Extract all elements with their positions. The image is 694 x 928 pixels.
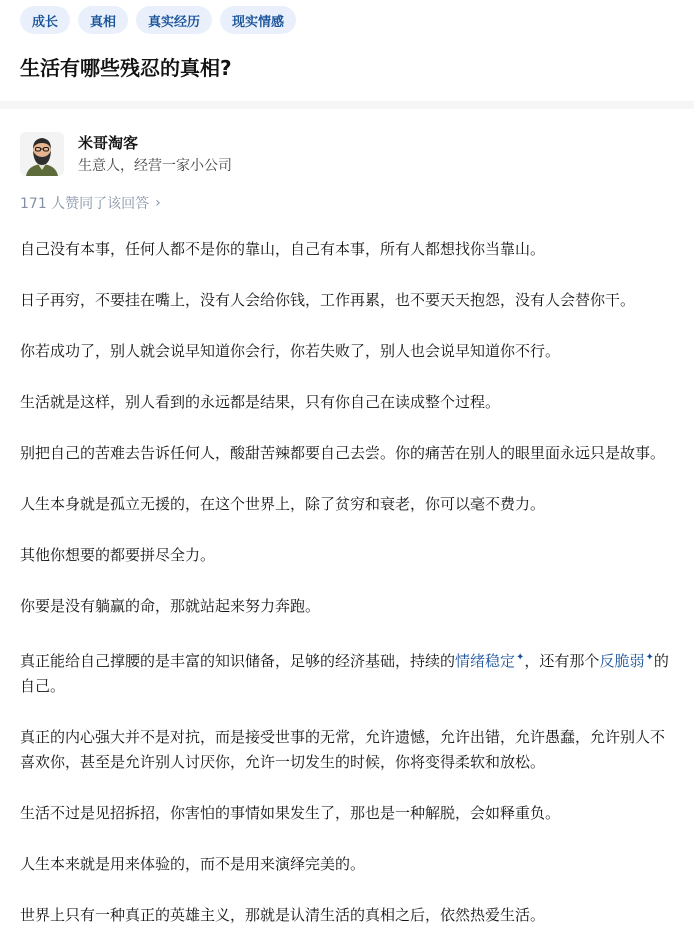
tag-real-experience[interactable]: 真实经历 [136,6,212,34]
answer-paragraph: 世界上只有一种真正的英雄主义，那就是认清生活的真相之后，依然热爱生活。 [20,906,546,924]
answer-paragraph: 人生本来就是用来体验的，而不是用来演绎完美的。 [20,855,366,873]
vote-count-label: 171 人赞同了该回答 [20,196,150,212]
answer-paragraph-with-links [20,645,674,699]
answer-paragraph: 生活就是这样，别人看到的永远都是结果，只有你自己在读成整个过程。 [20,393,501,411]
paragraph-text: ，还有那个 [524,652,600,670]
sparkle-icon: ✦ [645,652,654,663]
vote-summary[interactable] [20,193,161,213]
question-header [0,0,694,101]
question-title[interactable]: 生活有哪些残忍的真相? [20,56,232,80]
topic-tags [20,6,674,34]
bearded-man-avatar-icon [20,132,64,176]
keyword-link-emotional-stability[interactable]: 情绪稳定 [455,652,516,670]
answer-paragraph: 别把自己的苦难去告诉任何人，酸甜苦辣都要自己去尝。你的痛苦在别人的眼里面永远只是故事。 [20,444,666,462]
sparkle-icon: ✦ [516,652,525,663]
answer-paragraph: 日子再穷，不要挂在嘴上，没有人会给你钱，工作再累，也不要天天抱怨，没有人会替你干。 [20,291,636,309]
answer-body [20,237,674,928]
answer-paragraph: 生活不过是见招拆招，你害怕的事情如果发生了，那也是一种解脱，会如释重负。 [20,804,561,822]
tag-truth[interactable]: 真相 [78,6,128,34]
author-bio: 生意人，经营一家小公司 [78,158,232,174]
avatar[interactable] [20,132,64,176]
tag-growth[interactable]: 成长 [20,6,70,34]
paragraph-text: 真正能给自己撑腰的是丰富的知识储备，足够的经济基础，持续的 [20,652,456,670]
answer-paragraph: 人生本身就是孤立无援的，在这个世界上，除了贫穷和衰老，你可以毫不费力。 [20,495,546,513]
author-name[interactable]: 米哥淘客 [78,134,139,152]
chevron-right-icon: › [155,195,161,211]
tag-real-emotion[interactable]: 现实情感 [220,6,296,34]
answer-card [0,129,694,928]
answer-paragraph: 真正的内心强大并不是对抗，而是接受世事的无常，允许遗憾，允许出错，允许愚蠢，允许别人不喜欢你，甚至是允许别人讨厌你，允许一切发生的时候，你将变得柔软和放松。 [20,728,666,771]
paragraph-text: 的自己。 [20,652,669,695]
answer-paragraph: 你若成功了，别人就会说早知道你会行，你若失败了，别人也会说早知道你不行。 [20,342,561,360]
section-divider [0,101,694,109]
keyword-link-antifragile[interactable]: 反脆弱 [599,652,645,670]
answer-paragraph: 其他你想要的都要拼尽全力。 [20,546,216,564]
answer-paragraph: 自己没有本事，任何人都不是你的靠山，自己有本事，所有人都想找你当靠山。 [20,240,546,258]
answer-paragraph: 你要是没有躺赢的命，那就站起来努力奔跑。 [20,597,321,615]
author-info [20,129,674,179]
